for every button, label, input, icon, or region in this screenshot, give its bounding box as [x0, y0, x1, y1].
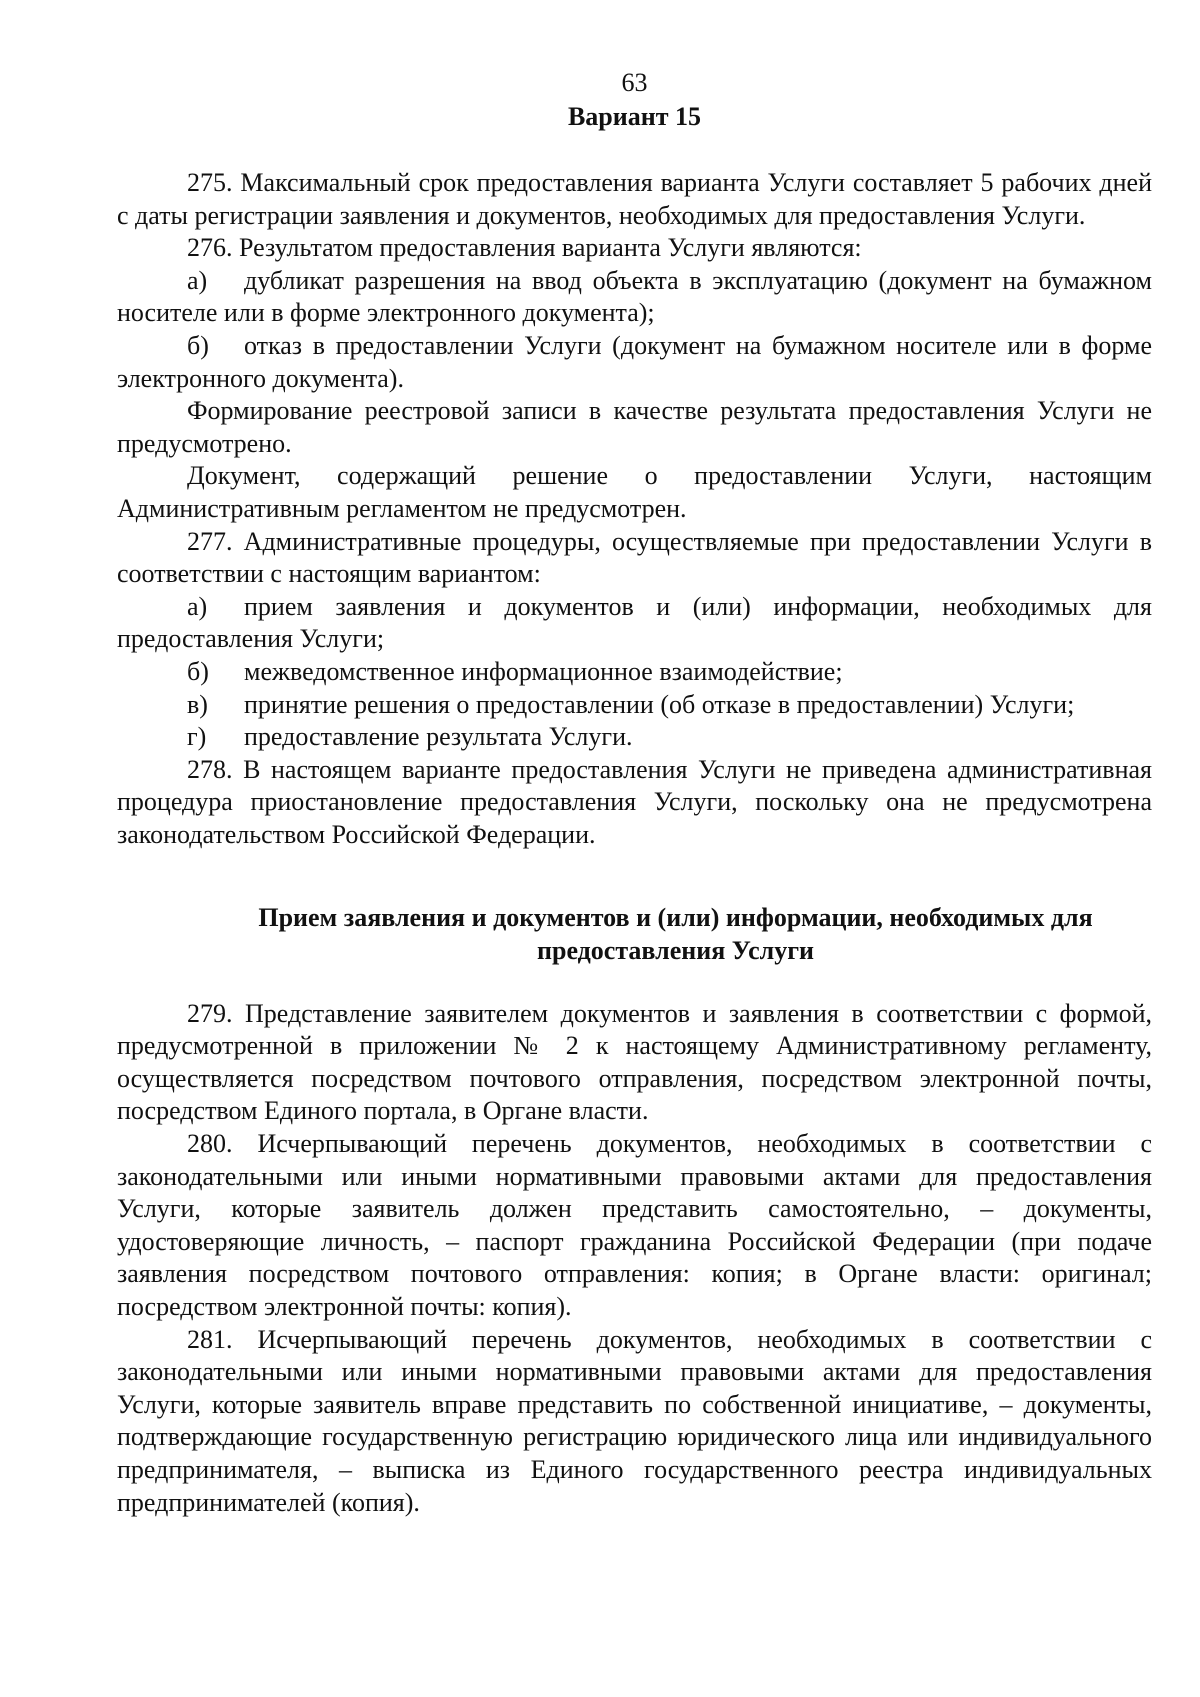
item-text: отказ в предоставлении Услуги (документ на бумажном носителе или в форме электронного документа).	[117, 330, 1152, 393]
paragraph-278: 278. В настоящем варианте предоставления Услуги не приведена административная процедура приостановление предоставления Услуги, поскольку она не предусмотрена законодательством Российской Федерации.	[117, 754, 1152, 849]
paragraph-280: 280. Исчерпывающий перечень документов, необходимых в соответствии с законодательными или иными нормативными правовыми актами для предоставления Услуги, которые заявитель должен представить самостоятельно, – документы, удостоверяющие личность, – паспорт гражданина Российской Федерации (при подаче заявления посредством почтового отправления: копия; в Органе власти: оригинал; посредством электронной почты: копия).	[117, 1129, 1152, 1321]
item-text: дубликат разрешения на ввод объекта в эксплуатацию (документ на бумажном носителе или в форме электронного документа);	[117, 265, 1152, 328]
procedure-item-d	[117, 721, 1152, 754]
paragraph-279: 279. Представление заявителем документов и заявления в соответствии с формой, предусмотренной в приложении № 2 к настоящему Административному регламенту, осуществляется посредством почтового отправления, посредством электронной почты, посредством Единого портала, в Органе власти.	[117, 998, 1152, 1126]
item-mark: в)	[187, 689, 208, 719]
item-text: предоставление результата Услуги.	[244, 722, 633, 752]
document-page	[117, 66, 1152, 1519]
section-heading: Прием заявления и документов и (или) информации, необходимых для предоставления Услуги	[258, 903, 1093, 966]
item-text: принятие решения о предоставлении (об отказе в предоставлении) Услуги;	[244, 689, 1075, 719]
procedure-item-c	[117, 689, 1152, 722]
page-number: 63	[621, 68, 648, 97]
paragraph-275: 275. Максимальный срок предоставления варианта Услуги составляет 5 рабочих дней с даты регистрации заявления и документов, необходимых для предоставления Услуги.	[117, 168, 1152, 230]
item-text: прием заявления и документов и (или) информации, необходимых для предоставления Услуги;	[117, 591, 1152, 654]
procedure-item-b	[117, 656, 1152, 689]
item-mark: б)	[187, 330, 209, 360]
result-item-a	[117, 265, 1152, 330]
item-mark: а)	[187, 591, 208, 621]
item-mark: б)	[187, 656, 209, 686]
paragraph-registry-record: Формирование реестровой записи в качестве результата предоставления Услуги не предусмотрено.	[117, 396, 1152, 458]
paragraph-276: 276. Результатом предоставления варианта Услуги являются:	[187, 233, 862, 263]
procedure-item-a	[117, 591, 1152, 656]
item-mark: г)	[187, 722, 207, 752]
variant-title: Вариант 15	[567, 102, 702, 131]
result-item-b	[117, 330, 1152, 395]
paragraph-277: 277. Административные процедуры, осуществляемые при предоставлении Услуги в соответствии с настоящим вариантом:	[117, 526, 1152, 589]
paragraph-281: 281. Исчерпывающий перечень документов, необходимых в соответствии с законодательными или иными нормативными правовыми актами для предоставления Услуги, которые заявитель вправе представить по собственной инициативе, – документы, подтверждающие государственную регистрацию юридического лица или индивидуального предпринимателя, – выписка из Единого государственного реестра индивидуальных предпринимателей (копия).	[117, 1324, 1152, 1517]
item-text: межведомственное информационное взаимодействие;	[244, 656, 843, 686]
item-mark: а)	[187, 265, 208, 295]
paragraph-decision-document: Документ, содержащий решение о предоставлении Услуги, настоящим Административным регламентом не предусмотрен.	[117, 461, 1152, 523]
